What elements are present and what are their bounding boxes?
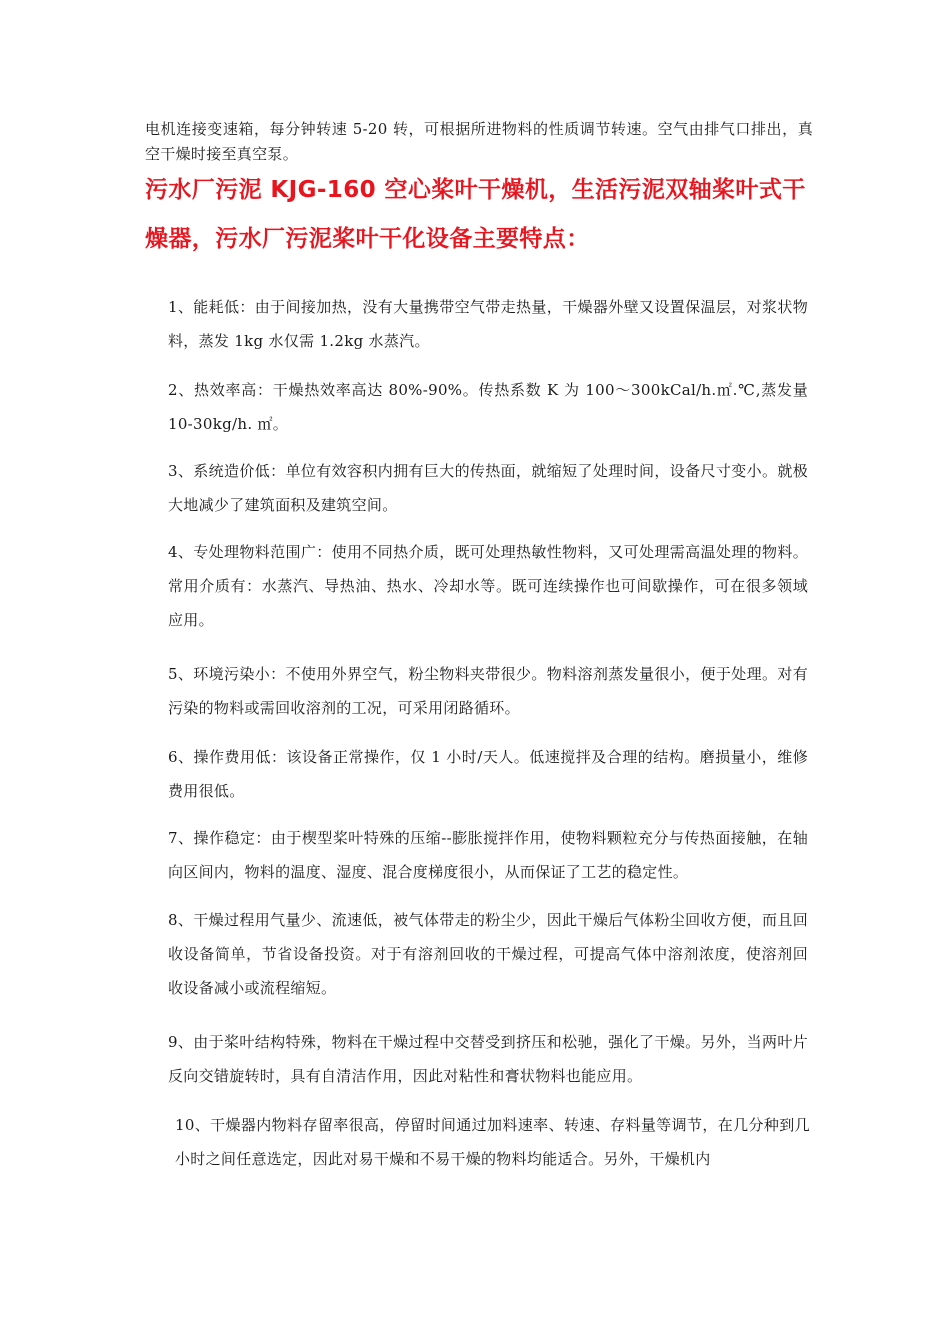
feature-item-9: 9、由于桨叶结构特殊，物料在干燥过程中交替受到挤压和松驰，强化了干燥。另外，当两叶片反向交错旋转时，具有自清洁作用，因此对粘性和膏状物料也能应用。 <box>168 1033 808 1085</box>
feature-item-6: 6、操作费用低：该设备正常操作，仅 1 小时/天人。低速搅拌及合理的结构。磨损量小，维修费用很低。 <box>168 748 808 800</box>
feature-item-5: 5、环境污染小：不使用外界空气，粉尘物料夹带很少。物料溶剂蒸发量很小，便于处理。对有污染的物料或需回收溶剂的工况，可采用闭路循环。 <box>168 665 808 717</box>
feature-item-2: 2、热效率高：干燥热效率高达 80%-90%。传热系数 K 为 100～300kCal/h.㎡.℃,蒸发量 10-30kg/h. ㎡。 <box>168 381 808 433</box>
feature-item-8: 8、干燥过程用气量少、流速低，被气体带走的粉尘少，因此干燥后气体粉尘回收方便，而且回收设备简单，节省设备投资。对于有溶剂回收的干燥过程，可提高气体中溶剂浓度，使溶剂回收设备减小或流程缩短。 <box>168 911 808 997</box>
feature-item-7: 7、操作稳定：由于楔型桨叶特殊的压缩--膨胀搅拌作用，使物料颗粒充分与传热面接触，在轴向区间内，物料的温度、湿度、混合度梯度很小，从而保证了工艺的稳定性。 <box>168 829 808 881</box>
feature-item-10: 10、干燥器内物料存留率很高，停留时间通过加料速率、转速、存料量等调节，在几分种到几小时之间任意选定，因此对易干燥和不易干燥的物料均能适合。另外，干燥机内 <box>175 1116 810 1168</box>
intro-paragraph: 电机连接变速箱，每分钟转速 5-20 转，可根据所进物料的性质调节转速。空气由排气口排出，真空干燥时接至真空泵。 <box>145 120 813 163</box>
feature-item-4: 4、专处理物料范围广：使用不同热介质，既可处理热敏性物料，又可处理需高温处理的物料。常用介质有：水蒸汽、导热油、热水、冷却水等。既可连续操作也可间歇操作，可在很多领域应用。 <box>168 543 808 629</box>
feature-item-3: 3、系统造价低：单位有效容积内拥有巨大的传热面，就缩短了处理时间，设备尺寸变小。就极大地减少了建筑面积及建筑空间。 <box>168 462 808 514</box>
feature-item-1: 1、能耗低：由于间接加热，没有大量携带空气带走热量，干燥器外壁又设置保温层，对浆状物料，蒸发 1kg 水仅需 1.2kg 水蒸汽。 <box>168 298 808 350</box>
section-heading: 污水厂污泥 KJG-160 空心桨叶干燥机，生活污泥双轴桨叶式干燥器，污水厂污泥桨叶干化设备主要特点： <box>145 177 806 252</box>
